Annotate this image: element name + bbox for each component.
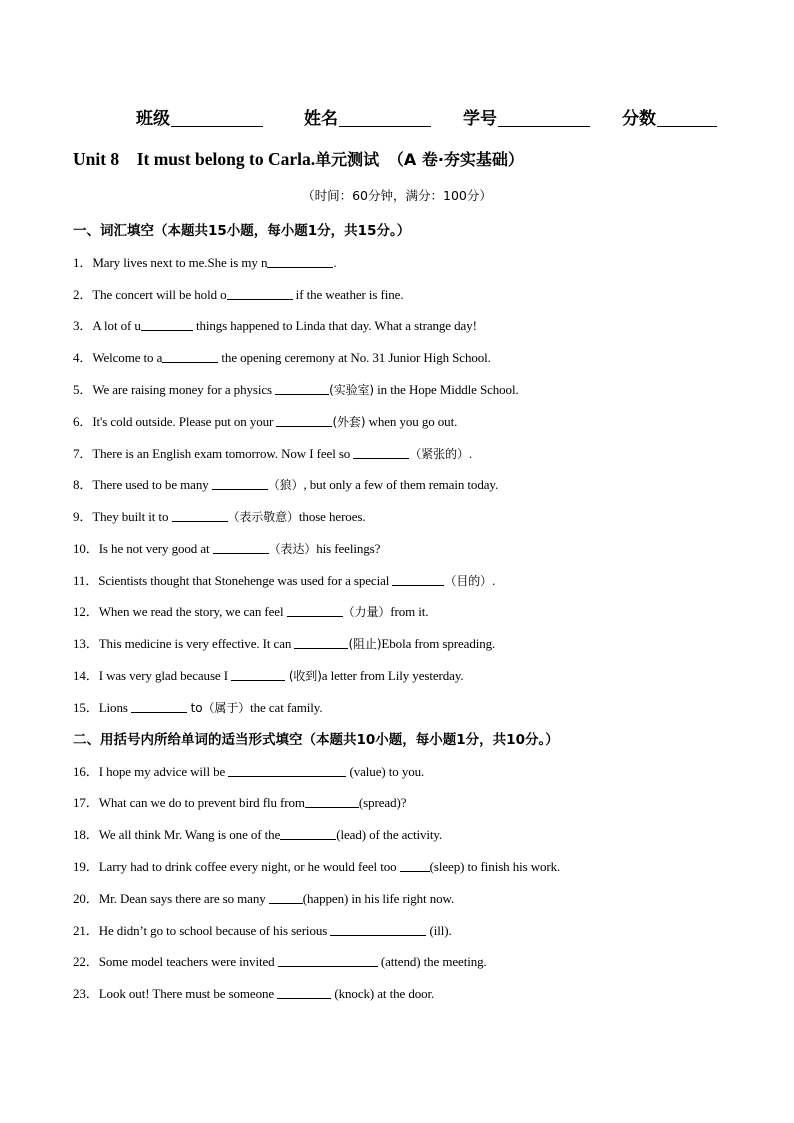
question-text: Larry had to drink coffee every night, or he would feel too [98, 859, 400, 874]
question-8 [73, 474, 498, 493]
answer-blank[interactable] [228, 764, 346, 777]
answer-blank[interactable] [162, 350, 218, 363]
question-hint: (阻止) [348, 637, 382, 651]
question-text-end: , but only a few of them remain today. [303, 477, 499, 492]
question-number: 16． [73, 764, 99, 779]
worksheet-title: Unit 8 It must belong to Carla.单元测试 （A 卷·夯实基础） [73, 149, 524, 169]
section-heading-word-forms: 二、用括号内所给单词的适当形式填空（本题共10小题，每小题1分，共10分。） [73, 732, 559, 748]
question-number: 3． [73, 318, 93, 333]
answer-blank[interactable] [294, 636, 348, 649]
question-text: It's cold outside. Please put on your [92, 414, 277, 429]
question-text-end: a letter from Lily yesterday. [321, 668, 464, 683]
question-2 [73, 284, 403, 303]
question-13 [73, 633, 495, 652]
answer-blank[interactable] [231, 668, 285, 681]
question-14 [73, 665, 464, 684]
question-number: 15． [73, 700, 99, 715]
question-text: They built it to [92, 509, 172, 524]
question-21 [73, 920, 452, 939]
question-hint: (实验室) [329, 383, 374, 397]
answer-blank[interactable] [267, 255, 333, 268]
answer-blank[interactable] [278, 954, 378, 967]
question-10 [73, 538, 380, 557]
answer-blank[interactable] [287, 604, 343, 617]
name-field: 姓名 [304, 104, 431, 129]
class-blank[interactable] [171, 108, 263, 127]
question-text: The concert will be hold o [92, 287, 227, 302]
question-hint: （目的） [444, 574, 493, 588]
question-number: 10． [73, 541, 99, 556]
question-text-end: if the weather is fine. [292, 287, 404, 302]
answer-blank[interactable] [277, 986, 331, 999]
question-9 [73, 506, 365, 525]
answer-blank[interactable] [212, 477, 268, 490]
question-text-end: the opening ceremony at No. 31 Junior High School. [218, 350, 491, 365]
answer-blank[interactable] [275, 382, 329, 395]
question-text-end: (sleep) to finish his work. [429, 859, 561, 874]
question-text-end: those heroes. [298, 509, 366, 524]
question-text-end: (attend) the meeting. [377, 954, 487, 969]
question-17 [73, 792, 406, 811]
question-12 [73, 601, 428, 620]
question-text: We are raising money for a physics [92, 382, 276, 397]
question-text-end: when you go out. [365, 414, 458, 429]
question-hint: （狼） [267, 478, 304, 492]
answer-blank[interactable] [141, 318, 193, 331]
answer-blank[interactable] [305, 795, 359, 808]
question-hint: to（属于） [186, 701, 251, 715]
question-text-end: . [333, 255, 337, 270]
answer-blank[interactable] [269, 891, 303, 904]
answer-blank[interactable] [353, 446, 409, 459]
question-text-end: (ill). [426, 923, 452, 938]
question-text: He didn’t go to school because of his serious [98, 923, 331, 938]
question-number: 11． [73, 573, 99, 588]
question-text-end: (spread)? [358, 795, 407, 810]
question-1 [73, 252, 337, 271]
question-text-end: (happen) in his life right now. [302, 891, 455, 906]
answer-blank[interactable] [280, 827, 336, 840]
question-text: We all think Mr. Wang is one of the [98, 827, 281, 842]
question-number: 21． [73, 923, 99, 938]
question-text: Welcome to a [92, 350, 163, 365]
answer-blank[interactable] [400, 859, 430, 872]
question-number: 1． [73, 255, 93, 270]
question-number: 23． [73, 986, 99, 1001]
question-22 [73, 951, 487, 970]
question-number: 13． [73, 636, 99, 651]
question-number: 6． [73, 414, 93, 429]
question-text-end: (knock) at the door. [331, 986, 435, 1001]
question-text: I was very glad because I [98, 668, 232, 683]
question-hint: (收到) [285, 669, 322, 683]
question-7 [73, 443, 472, 462]
time-and-score-note: （时间：60分钟，满分：100分） [302, 188, 492, 203]
question-text: Mary lives next to me.She is my n [92, 255, 268, 270]
student-id-field: 学号 [463, 104, 590, 129]
question-text-end: Ebola from spreading. [381, 636, 496, 651]
answer-blank[interactable] [131, 700, 187, 713]
question-number: 4． [73, 350, 93, 365]
question-16 [73, 761, 424, 780]
answer-blank[interactable] [227, 287, 293, 300]
question-hint: (外套) [332, 415, 366, 429]
question-number: 9． [73, 509, 93, 524]
answer-blank[interactable] [276, 414, 332, 427]
question-text-end: his feelings? [316, 541, 381, 556]
question-23 [73, 983, 434, 1002]
question-hint: （表达） [268, 542, 317, 556]
name-blank[interactable] [339, 108, 431, 127]
question-hint: （力量） [342, 605, 391, 619]
question-text: Look out! There must be someone [98, 986, 278, 1001]
question-5 [73, 379, 519, 398]
answer-blank[interactable] [172, 509, 228, 522]
question-number: 12． [73, 604, 99, 619]
score-blank[interactable] [657, 108, 717, 127]
question-hint: （表示敬意） [227, 510, 299, 524]
question-text-end: . [492, 573, 496, 588]
question-3 [73, 315, 477, 334]
answer-blank[interactable] [213, 541, 269, 554]
class-field: 班级 [136, 104, 263, 129]
question-number: 2． [73, 287, 93, 302]
answer-blank[interactable] [392, 573, 444, 586]
question-text-end: the cat family. [250, 700, 323, 715]
question-text-end: in the Hope Middle School. [374, 382, 519, 397]
question-19 [73, 856, 560, 875]
question-text: Some model teachers were invited [98, 954, 278, 969]
question-number: 5． [73, 382, 93, 397]
question-text: Mr. Dean says there are so many [98, 891, 269, 906]
question-text: When we read the story, we can feel [98, 604, 287, 619]
question-text: This medicine is very effective. It can [98, 636, 295, 651]
question-6 [73, 411, 457, 430]
question-number: 18． [73, 827, 99, 842]
section-heading-vocabulary: 一、词汇填空（本题共15小题，每小题1分，共15分。） [73, 223, 411, 239]
question-text: Scientists thought that Stonehenge was used for a special [98, 573, 393, 588]
question-hint: （紧张的） [409, 447, 469, 461]
question-text: A lot of u [92, 318, 141, 333]
question-number: 20． [73, 891, 99, 906]
question-text-end: from it. [390, 604, 429, 619]
score-field: 分数 [622, 104, 717, 129]
question-text-end: . [468, 446, 473, 461]
question-text: Lions [98, 700, 131, 715]
question-18 [73, 824, 442, 843]
question-text: What can we do to prevent bird flu from [98, 795, 305, 810]
question-text-end: (value) to you. [346, 764, 425, 779]
question-number: 8． [73, 477, 93, 492]
question-number: 22． [73, 954, 99, 969]
question-11 [73, 570, 495, 589]
question-4 [73, 347, 491, 366]
question-20 [73, 888, 454, 907]
question-number: 7． [73, 446, 93, 461]
question-15 [73, 697, 323, 716]
question-number: 19． [73, 859, 99, 874]
question-text-end: things happened to Linda that day. What a strange day! [192, 318, 477, 333]
question-text-end: (lead) of the activity. [336, 827, 443, 842]
question-text: Is he not very good at [98, 541, 213, 556]
question-number: 14． [73, 668, 99, 683]
question-text: There used to be many [92, 477, 212, 492]
question-text: There is an English exam tomorrow. Now I feel so [92, 446, 354, 461]
question-number: 17． [73, 795, 99, 810]
answer-blank[interactable] [330, 923, 426, 936]
question-text: I hope my advice will be [98, 764, 229, 779]
student-info-row [0, 104, 794, 130]
student-id-blank[interactable] [498, 108, 590, 127]
